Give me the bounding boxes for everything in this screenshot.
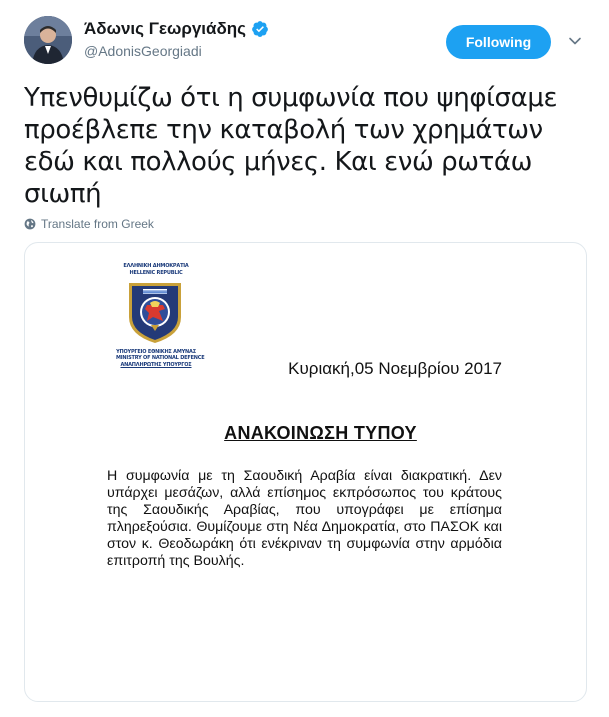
media-image[interactable] [24, 242, 587, 702]
display-name[interactable]: Άδωνις Γεωργιάδης [84, 19, 247, 38]
document-body: Η συμφωνία με τη Σαουδική Αραβία είναι διακρατική. Δεν υπάρχει μεσάζων, αλλά επίσημος εκπρόσωπος του κράτους της Σαουδικής Αραβίας, που υπογράφει με επίσημα πληρεξούσια. Θυμίζουμε στη Νέα Δημοκρατία, στο ΠΑΣΟΚ και στον κ. Θεοδωράκη ότι ενέκριναν τη συμφωνία στην αρμόδια επιτροπή της Βουλής. [107, 468, 502, 569]
avatar-image [24, 16, 72, 64]
globe-icon [24, 218, 36, 230]
crest-text-line: HELLENIC REPUBLIC [129, 270, 183, 276]
crest-text-line: ΕΛΛΗΝΙΚΗ ΔΗΜΟΚΡΑΤΙΑ [123, 263, 189, 269]
following-button[interactable]: Following [446, 25, 551, 59]
crest-text-line: ΥΠΟΥΡΓΕΙΟ ΕΘΝΙΚΗΣ ΑΜΥΝΑΣ [116, 349, 196, 355]
verified-badge-icon [251, 20, 269, 38]
crest-text-line: ΑΝΑΠΛΗΡΩΤΗΣ ΥΠΟΥΡΓΟΣ [120, 362, 192, 368]
press-release-document [25, 243, 586, 701]
chevron-down-icon[interactable] [568, 34, 582, 48]
crest-text-line: MINISTRY OF NATIONAL DEFENCE [116, 355, 205, 361]
document-date: Κυριακή,05 Νοεμβρίου 2017 [288, 359, 502, 378]
user-name-row[interactable] [84, 19, 269, 39]
avatar[interactable] [24, 16, 72, 64]
ministry-emblem-icon [123, 279, 187, 345]
user-handle[interactable]: @AdonisGeorgiadi [84, 43, 202, 59]
translate-label[interactable]: Translate from Greek [41, 217, 154, 231]
tweet-text: Υπενθυμίζω ότι η συμφωνία που ψηφίσαμε προέβλεπε την καταβολή των χρημάτων εδώ και πολλούς μήνες. Και ενώ ρωτάω σιωπή [24, 83, 558, 209]
document-title: ΑΝΑΚΟΙΝΩΣΗ ΤΥΠΟΥ [224, 423, 417, 443]
translate-link[interactable] [24, 217, 154, 231]
